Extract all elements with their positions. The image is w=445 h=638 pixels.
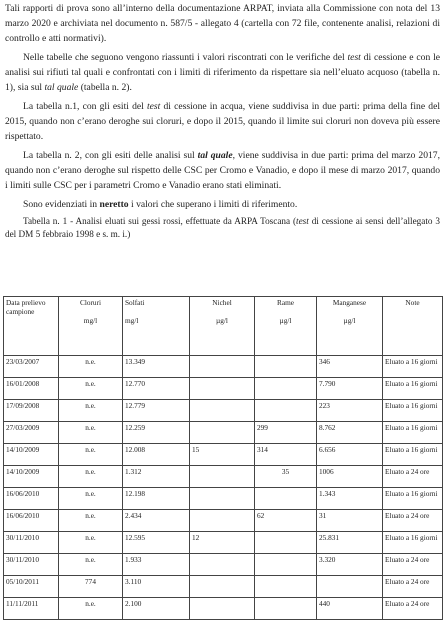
cell-nichel xyxy=(190,466,255,488)
cell-date: 23/03/2007 xyxy=(4,356,59,378)
cell-note: Eluato a 24 ore xyxy=(383,510,443,532)
cell-nichel xyxy=(190,356,255,378)
cell-cloruri: n.e. xyxy=(59,598,123,620)
cell-solfati: 12.595 xyxy=(123,532,190,554)
cell-nichel xyxy=(190,378,255,400)
cell-solfati: 3.110 xyxy=(123,576,190,598)
cell-date: 16/01/2008 xyxy=(4,378,59,400)
cell-date: 11/11/2011 xyxy=(4,598,59,620)
cell-rame xyxy=(255,598,317,620)
table-row xyxy=(4,466,443,488)
cell-rame: 62 xyxy=(255,510,317,532)
cell-rame: 35 xyxy=(255,466,317,488)
cell-note: Eluato a 16 giorni xyxy=(383,444,443,466)
cell-solfati: 2.100 xyxy=(123,598,190,620)
cell-cloruri: n.e. xyxy=(59,488,123,510)
cell-nichel xyxy=(190,576,255,598)
document-page xyxy=(0,1,445,638)
header-nichel: Nichel µg/l xyxy=(190,297,255,356)
cell-cloruri: n.e. xyxy=(59,510,123,532)
cell-date: 30/11/2010 xyxy=(4,554,59,576)
cell-cloruri: n.e. xyxy=(59,422,123,444)
cell-nichel xyxy=(190,488,255,510)
paragraph-bold-note: Sono evidenziati in neretto i valori che superano i limiti di riferimento. xyxy=(23,199,298,210)
cell-nichel xyxy=(190,422,255,444)
paragraph-intro: Tali rapporti di prova sono all’interno della documentazione ARPAT, inviata alla Commissione con nota del 13 marzo 2020 e archiviata nel documento n. 587/5 - allegato 4 (cartella con 72 file, contenente analisi, relazioni di controllo e atti normativi). xyxy=(5,3,440,44)
cell-nichel: 15 xyxy=(190,444,255,466)
cell-manganese: 440 xyxy=(317,598,383,620)
cell-manganese: 6.656 xyxy=(317,444,383,466)
cell-manganese xyxy=(317,576,383,598)
cell-cloruri: n.e. xyxy=(59,554,123,576)
header-note: Note xyxy=(383,297,443,356)
cell-rame xyxy=(255,400,317,422)
header-manganese: Manganese µg/l xyxy=(317,297,383,356)
cell-note: Eluato a 16 giorni xyxy=(383,422,443,444)
cell-note: Eluato a 16 giorni xyxy=(383,488,443,510)
cell-manganese: 7.790 xyxy=(317,378,383,400)
cell-cloruri: n.e. xyxy=(59,532,123,554)
cell-solfati: 12.008 xyxy=(123,444,190,466)
cell-cloruri: n.e. xyxy=(59,400,123,422)
cell-solfati: 12.198 xyxy=(123,488,190,510)
cell-nichel xyxy=(190,554,255,576)
table-row xyxy=(4,356,443,378)
cell-rame xyxy=(255,488,317,510)
cell-solfati: 12.259 xyxy=(123,422,190,444)
cell-note: Eluato a 24 ore xyxy=(383,576,443,598)
cell-rame xyxy=(255,356,317,378)
cell-note: Eluato a 24 ore xyxy=(383,554,443,576)
paragraph-table2-description: La tabella n. 2, con gli esiti delle analisi sul tal quale, viene suddivisa in due parti: prima del marzo 2017, quando non c’erano deroghe sul rispetto delle CSC per Cromo e Vanadio, e dopo il mese di marzo 2017, quando i limiti sulle CSC per i parametri Cromo e Vanadio erano stati eliminati. xyxy=(5,150,440,191)
cell-note: Eluato a 16 giorni xyxy=(383,378,443,400)
cell-solfati: 1.312 xyxy=(123,466,190,488)
cell-note: Eluato a 16 giorni xyxy=(383,532,443,554)
cell-manganese: 1.343 xyxy=(317,488,383,510)
cell-nichel xyxy=(190,510,255,532)
cell-note: Eluato a 16 giorni xyxy=(383,356,443,378)
cell-manganese: 223 xyxy=(317,400,383,422)
cell-date: 17/09/2008 xyxy=(4,400,59,422)
cell-solfati: 2.434 xyxy=(123,510,190,532)
table-row xyxy=(4,488,443,510)
cell-rame xyxy=(255,576,317,598)
table-row xyxy=(4,400,443,422)
cell-cloruri: 774 xyxy=(59,576,123,598)
paragraph-tables-summary: Nelle tabelle che seguono vengono riassunti i valori riscontrati con le verifiche del test di cessione e con le analisi sui rifiuti tal quali e confrontati con i limiti di riferimento da rispettare sia nell’eluato acquoso (tabella n. 1), sia sul tal quale (tabella n. 2). xyxy=(5,52,440,93)
cell-rame xyxy=(255,532,317,554)
cell-note: Eluato a 24 ore xyxy=(383,598,443,620)
cell-rame: 314 xyxy=(255,444,317,466)
cell-manganese: 1006 xyxy=(317,466,383,488)
eluate-analysis-table xyxy=(3,296,443,620)
cell-manganese: 8.762 xyxy=(317,422,383,444)
cell-solfati: 13.349 xyxy=(123,356,190,378)
cell-date: 05/10/2011 xyxy=(4,576,59,598)
cell-note: Eluato a 16 giorni xyxy=(383,400,443,422)
cell-nichel xyxy=(190,400,255,422)
header-date: Data prelievo campione xyxy=(4,297,59,356)
table-row xyxy=(4,378,443,400)
header-rame: Rame µg/l xyxy=(255,297,317,356)
cell-cloruri: n.e. xyxy=(59,378,123,400)
cell-cloruri: n.e. xyxy=(59,466,123,488)
table-row xyxy=(4,510,443,532)
cell-rame xyxy=(255,378,317,400)
cell-rame: 299 xyxy=(255,422,317,444)
cell-date: 27/03/2009 xyxy=(4,422,59,444)
table-row xyxy=(4,576,443,598)
cell-date: 30/11/2010 xyxy=(4,532,59,554)
cell-rame xyxy=(255,554,317,576)
table-header-row xyxy=(4,297,443,356)
cell-nichel: 12 xyxy=(190,532,255,554)
cell-solfati: 1.933 xyxy=(123,554,190,576)
header-solfati: Solfati mg/l xyxy=(123,297,190,356)
table-row xyxy=(4,532,443,554)
table-row xyxy=(4,598,443,620)
cell-cloruri: n.e. xyxy=(59,356,123,378)
cell-date: 16/06/2010 xyxy=(4,488,59,510)
cell-cloruri: n.e. xyxy=(59,444,123,466)
table-row xyxy=(4,422,443,444)
table-row xyxy=(4,444,443,466)
cell-nichel xyxy=(190,598,255,620)
cell-manganese: 346 xyxy=(317,356,383,378)
cell-date: 14/10/2009 xyxy=(4,466,59,488)
paragraph-table1-description: La tabella n.1, con gli esiti del test di cessione in acqua, viene suddivisa in due parti: prima della fine del 2015, quando non c’erano deroghe sui cloruri, e dopo il 2015, quando il limite sui cloruri non doveva più essere rispettato. xyxy=(5,101,440,142)
table-row xyxy=(4,554,443,576)
table-caption: Tabella n. 1 - Analisi eluati sui gessi rossi, effettuate da ARPA Toscana (test di cessione ai sensi dell’allegato 3 del DM 5 febbraio 1998 e s. m. i.) xyxy=(5,216,440,239)
cell-manganese: 31 xyxy=(317,510,383,532)
cell-manganese: 25.831 xyxy=(317,532,383,554)
cell-manganese: 3.320 xyxy=(317,554,383,576)
header-cloruri: Cloruri mg/l xyxy=(59,297,123,356)
cell-date: 16/06/2010 xyxy=(4,510,59,532)
cell-date: 14/10/2009 xyxy=(4,444,59,466)
cell-note: Eluato a 24 ore xyxy=(383,466,443,488)
cell-solfati: 12.779 xyxy=(123,400,190,422)
cell-solfati: 12.770 xyxy=(123,378,190,400)
